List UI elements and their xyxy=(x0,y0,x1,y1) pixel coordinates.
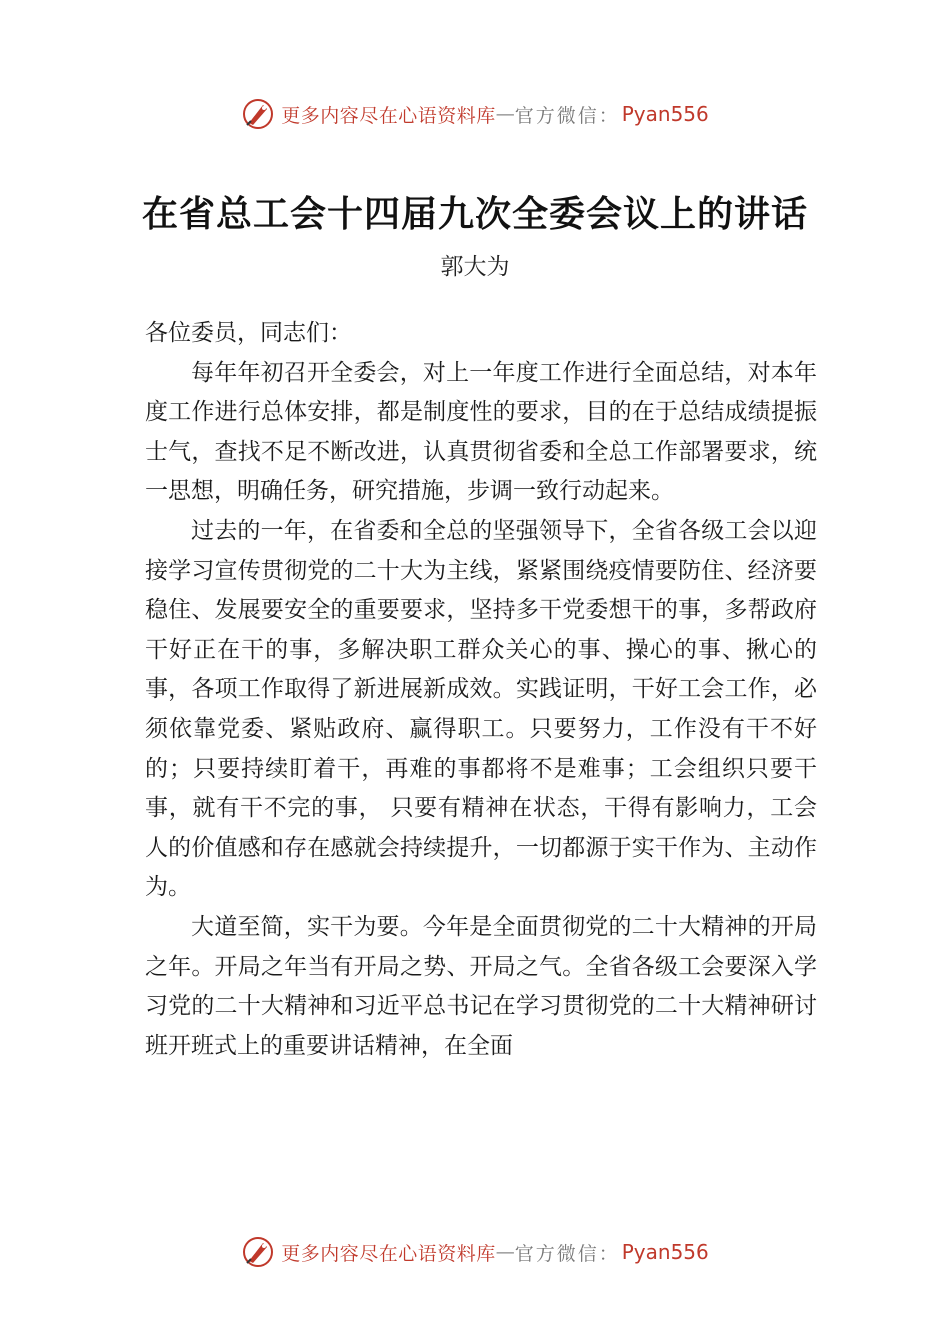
paragraph: 每年年初召开全委会，对上一年度工作进行全面总结，对本年度工作进行总体安排，都是制度性的要求，目的在于总结成绩提振士气，查找不足不断改进，认真贯彻省委和全总工作部署要求，统一思想，明确任务，研究措施，步调一致行动起来。 xyxy=(145,359,817,505)
banner-wechat-id: Pyan556 xyxy=(621,102,709,126)
document-author: 郭大为 xyxy=(440,254,510,280)
header-banner xyxy=(0,94,950,134)
salutation: 各位委员，同志们： xyxy=(145,320,352,346)
banner-wechat-label: 官方微信： xyxy=(514,1242,620,1265)
banner-text: 更多内容尽在心语资料库 xyxy=(281,1242,496,1265)
paragraph: 过去的一年，在省委和全总的坚强领导下，全省各级工会以迎接学习宣传贯彻党的二十大为主线，紧紧围绕疫情要防住、经济要稳住、发展要安全的重要要求，坚持多干党委想干的事，多帮政府干好正在干的事，多解决职工群众关心的事、操心的事、揪心的事，各项工作取得了新进展新成效。实践证明，干好工会工作，必须依靠党委、紧贴政府、赢得职工。只要努力，工作没有干不好的；只要持续盯着干，再难的事都将不是难事；工会组织只要干事，就有干不完的事， 只要有精神在状态，干得有影响力，工会人的价值感和存在感就会持续提升，一切都源于实干作为、主动作为。 xyxy=(145,517,817,901)
pen-logo-icon xyxy=(241,1235,275,1269)
footer-banner xyxy=(0,1232,950,1272)
banner-wechat-id: Pyan556 xyxy=(621,1240,709,1264)
banner-separator: — xyxy=(495,103,515,125)
document-body xyxy=(145,314,817,1066)
pen-logo-icon xyxy=(241,97,275,131)
banner-wechat-label: 官方微信： xyxy=(514,104,620,127)
paragraph: 大道至简，实干为要。今年是全面贯彻党的二十大精神的开局之年。开局之年当有开局之势、开局之气。全省各级工会要深入学习党的二十大精神和习近平总书记在学习贯彻党的二十大精神研讨班开班式上的重要讲话精神，在全面 xyxy=(145,913,817,1059)
document-title: 在省总工会十四届九次全委会议上的讲话 xyxy=(141,193,808,235)
banner-text: 更多内容尽在心语资料库 xyxy=(281,104,496,127)
banner-separator: — xyxy=(495,1241,515,1263)
